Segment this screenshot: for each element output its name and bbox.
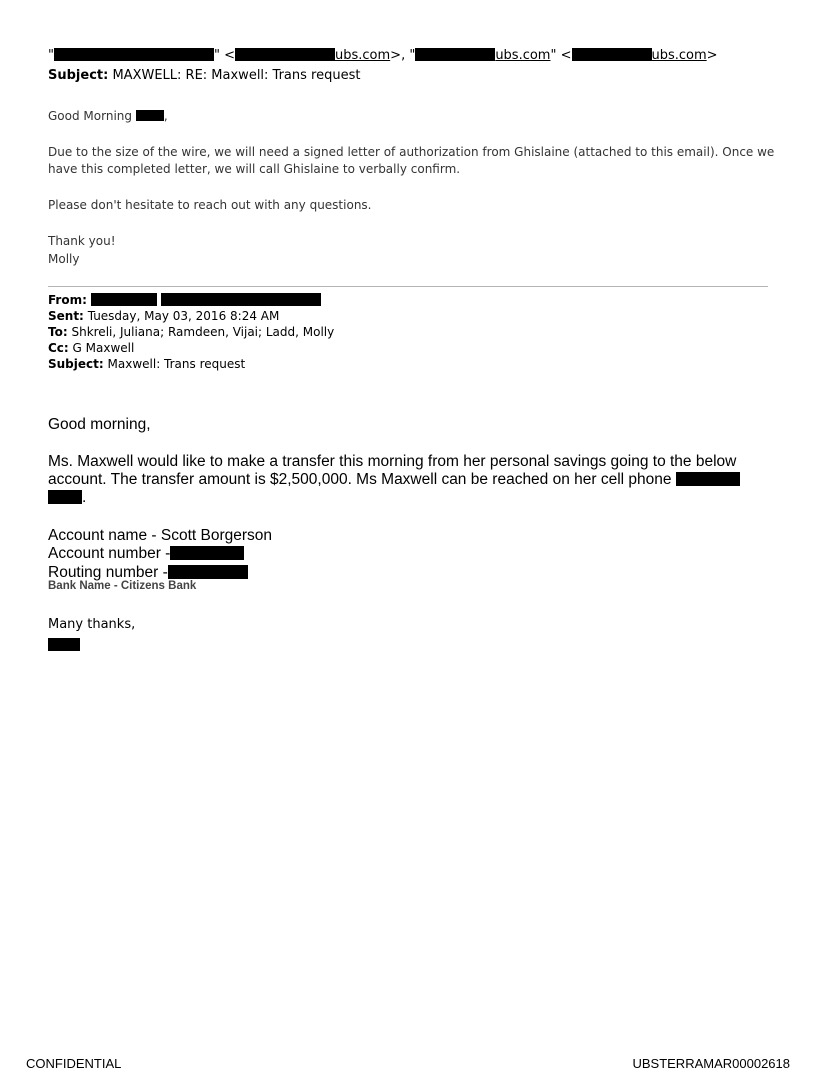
reply-paragraph: Due to the size of the wire, we will need a signed letter of authorization from Ghislaine (attached to this email). Once we have this completed letter, we will call Ghislaine to verbally confirm. — [48, 145, 775, 176]
cc-row: Cc: G Maxwell — [48, 341, 135, 355]
redaction-block — [91, 293, 157, 306]
email-link[interactable]: ubs.com — [495, 48, 551, 63]
account-number: Account number - — [48, 545, 768, 563]
redaction-block — [48, 638, 80, 651]
email-link[interactable]: ubs.com — [335, 48, 391, 63]
subject-row: Subject: Maxwell: Trans request — [48, 357, 246, 371]
original-meta — [48, 292, 334, 372]
original-paragraph: Ms. Maxwell would like to make a transfer this morning from her personal savings going to the below account. The transfer amount is $2,500,000. Ms Maxwell can be reached on her cell phone . — [48, 453, 768, 507]
redaction-block — [168, 565, 248, 579]
closing: Many thanks, — [48, 616, 135, 654]
footer-bates-number: UBSTERRAMAR00002618 — [632, 1056, 790, 1071]
routing-number: Routing number - — [48, 564, 768, 582]
reply-thanks: Thank you! — [48, 234, 116, 248]
reply-greeting: Good Morning , — [48, 109, 168, 123]
to-row: To: Shkreli, Juliana; Ramdeen, Vijai; Ladd, Molly — [48, 325, 335, 339]
sent-row: Sent: Tuesday, May 03, 2016 8:24 AM — [48, 309, 280, 323]
redaction-block — [415, 48, 495, 61]
from-row: From: — [48, 292, 334, 308]
reply-subject — [48, 68, 360, 84]
original-greeting: Good morning, — [48, 416, 151, 433]
bank-name: Bank Name - Citizens Bank — [48, 580, 197, 592]
redaction-block — [676, 472, 740, 486]
subject-value: MAXWELL: RE: Maxwell: Trans request — [112, 68, 361, 83]
reply-signoff: Molly — [48, 252, 80, 266]
footer-confidential: CONFIDENTIAL — [26, 1056, 122, 1071]
quote-open: " — [48, 48, 54, 63]
redaction-block — [54, 48, 214, 61]
divider — [48, 286, 768, 287]
redaction-block — [170, 546, 244, 560]
reply-paragraph: Please don't hesitate to reach out with any questions. — [48, 198, 372, 212]
recipients-line: " " < ubs.com>, " ubs.com" < ubs.com> — [48, 48, 718, 63]
redaction-block — [161, 293, 321, 306]
redaction-block — [572, 48, 652, 61]
email-link[interactable]: ubs.com — [651, 48, 707, 63]
subject-label: Subject: — [48, 68, 109, 83]
redaction-block — [235, 48, 335, 61]
redaction-block — [136, 110, 164, 121]
redaction-block — [48, 490, 82, 504]
account-name: Account name - Scott Borgerson — [48, 527, 273, 544]
